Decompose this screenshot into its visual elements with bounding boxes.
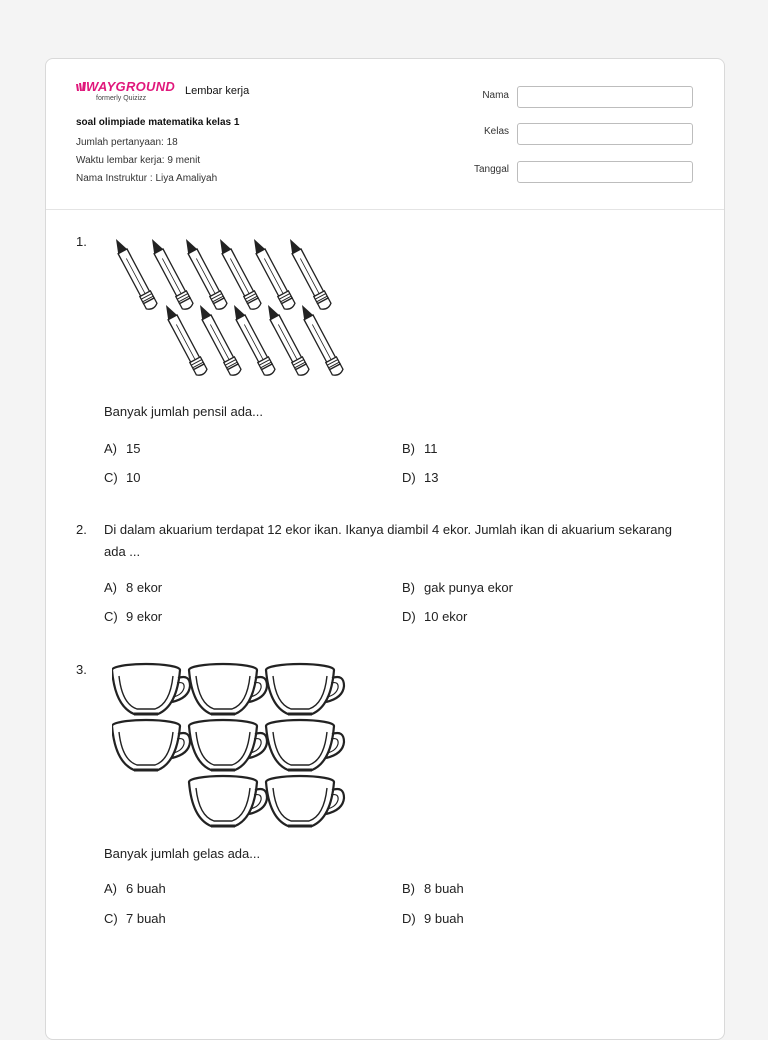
question-count: Jumlah pertanyaan: 18 (76, 137, 178, 148)
question-1-option-a[interactable]: A) 15 (104, 441, 141, 456)
instructor-name: Nama Instruktur : Liya Amaliyah (76, 173, 218, 184)
question-3-text: Banyak jumlah gelas ada... (104, 846, 261, 861)
question-2-text (104, 519, 694, 563)
question-3-option-d[interactable]: D) 9 buah (402, 911, 464, 926)
question-1-option-d[interactable]: D) 13 (402, 470, 439, 485)
pencil-row-bottom (161, 302, 344, 377)
question-1-option-b[interactable]: B) 11 (402, 441, 438, 456)
logo-subtext: formerly Quizizz (96, 95, 147, 102)
question-1-text: Banyak jumlah pensil ada... (104, 404, 263, 419)
date-label: Tanggal (473, 164, 509, 175)
question-2-text-line-2: ada ... (104, 544, 141, 559)
date-field[interactable] (517, 161, 693, 183)
question-3-option-b[interactable]: B) 8 buah (402, 881, 464, 896)
name-label: Nama (482, 90, 509, 101)
class-field[interactable] (517, 123, 693, 145)
worksheet-header (46, 59, 724, 210)
cup-row-1 (112, 664, 344, 714)
worksheet-time: Waktu lembar kerja: 9 menit (76, 155, 201, 166)
pencil-row-top (111, 236, 332, 311)
question-3-option-c[interactable]: C) 7 buah (104, 911, 166, 926)
question-2-option-d[interactable]: D) 10 ekor (402, 609, 468, 624)
question-1-number: 1. (76, 234, 87, 249)
cup-row-3 (189, 776, 344, 826)
question-3-number: 3. (76, 662, 87, 677)
wayground-logo (76, 79, 180, 113)
logo-text: WAYGROUND (86, 79, 176, 94)
worksheet (45, 58, 725, 1040)
question-2-text-line-1: Di dalam akuarium terdapat 12 ekor ikan. Ikanya diambil 4 ekor. Jumlah ikan di akuarium sekarang (104, 522, 672, 537)
sheet-type: Lembar kerja (185, 85, 250, 97)
worksheet-title: soal olimpiade matematika kelas 1 (76, 117, 240, 128)
question-1-option-c[interactable]: C) 10 (104, 470, 141, 485)
question-2-number: 2. (76, 522, 87, 537)
question-2-option-c[interactable]: C) 9 ekor (104, 609, 163, 624)
name-field[interactable] (517, 86, 693, 108)
question-3-option-a[interactable]: A) 6 buah (104, 881, 166, 896)
cup-row-2 (112, 720, 344, 770)
cups-image (112, 662, 352, 834)
question-2-option-a[interactable]: A) 8 ekor (104, 580, 163, 595)
pencils-image (104, 235, 349, 389)
question-2-option-b[interactable]: B) gak punya ekor (402, 580, 513, 595)
class-label: Kelas (483, 126, 509, 137)
